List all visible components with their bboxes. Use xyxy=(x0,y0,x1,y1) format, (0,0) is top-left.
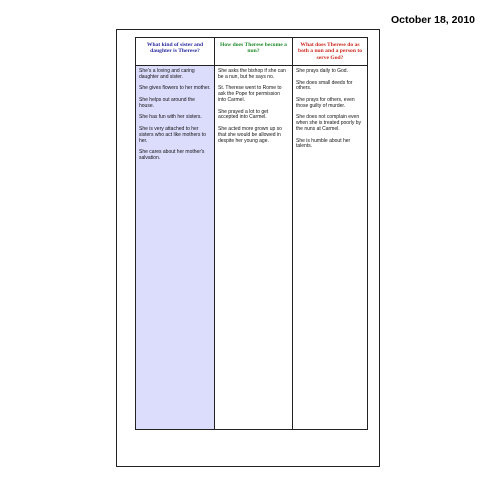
column-serve-god xyxy=(292,38,367,429)
list-item: She helps out around the house. xyxy=(139,96,195,109)
document-page xyxy=(116,29,380,467)
list-item: She asks the bishop if she can be a nun, but he says no. xyxy=(218,68,286,80)
list-item: She acted more grown up so that she would be allowed in despite her young age. xyxy=(218,125,282,144)
list-item: She gives flowers to her mother. xyxy=(139,85,211,92)
column-body xyxy=(136,66,214,429)
list-item: She is very attached to her sisters who act like mothers to her. xyxy=(139,125,206,144)
column-heading: How does Therese become a nun? xyxy=(215,38,292,66)
column-body xyxy=(293,66,367,429)
list-item: She cares about her mother's salvation. xyxy=(139,149,205,161)
list-item: She prayed a lot to get accepted into Carmel. xyxy=(218,108,269,121)
list-item: St. Therese went to Rome to ask the Pope for permission into Carmel. xyxy=(218,85,282,103)
column-become-nun xyxy=(214,38,292,429)
column-body xyxy=(215,66,292,429)
list-item: She has fun with her sisters. xyxy=(139,114,202,121)
list-item: She's a loving and caring daughter and sister. xyxy=(139,68,195,80)
column-heading: What kind of sister and daughter is Therese? xyxy=(136,38,214,66)
list-item: She prays for others, even those guilty of murder. xyxy=(296,96,355,109)
document-date: October 18, 2010 xyxy=(390,14,475,26)
list-item: She does not complain even when she is treated poorly by the nuns at Carmel. xyxy=(296,114,362,132)
list-item: She is humble about her talents. xyxy=(296,137,351,150)
list-item: She does small deeds for others. xyxy=(296,79,353,92)
three-column-chart xyxy=(135,37,368,430)
column-sister-daughter xyxy=(136,38,214,429)
list-item: She prays daily to God. xyxy=(296,68,348,74)
column-heading: What does Therese do as both a nun and a person to serve God? xyxy=(293,38,367,66)
